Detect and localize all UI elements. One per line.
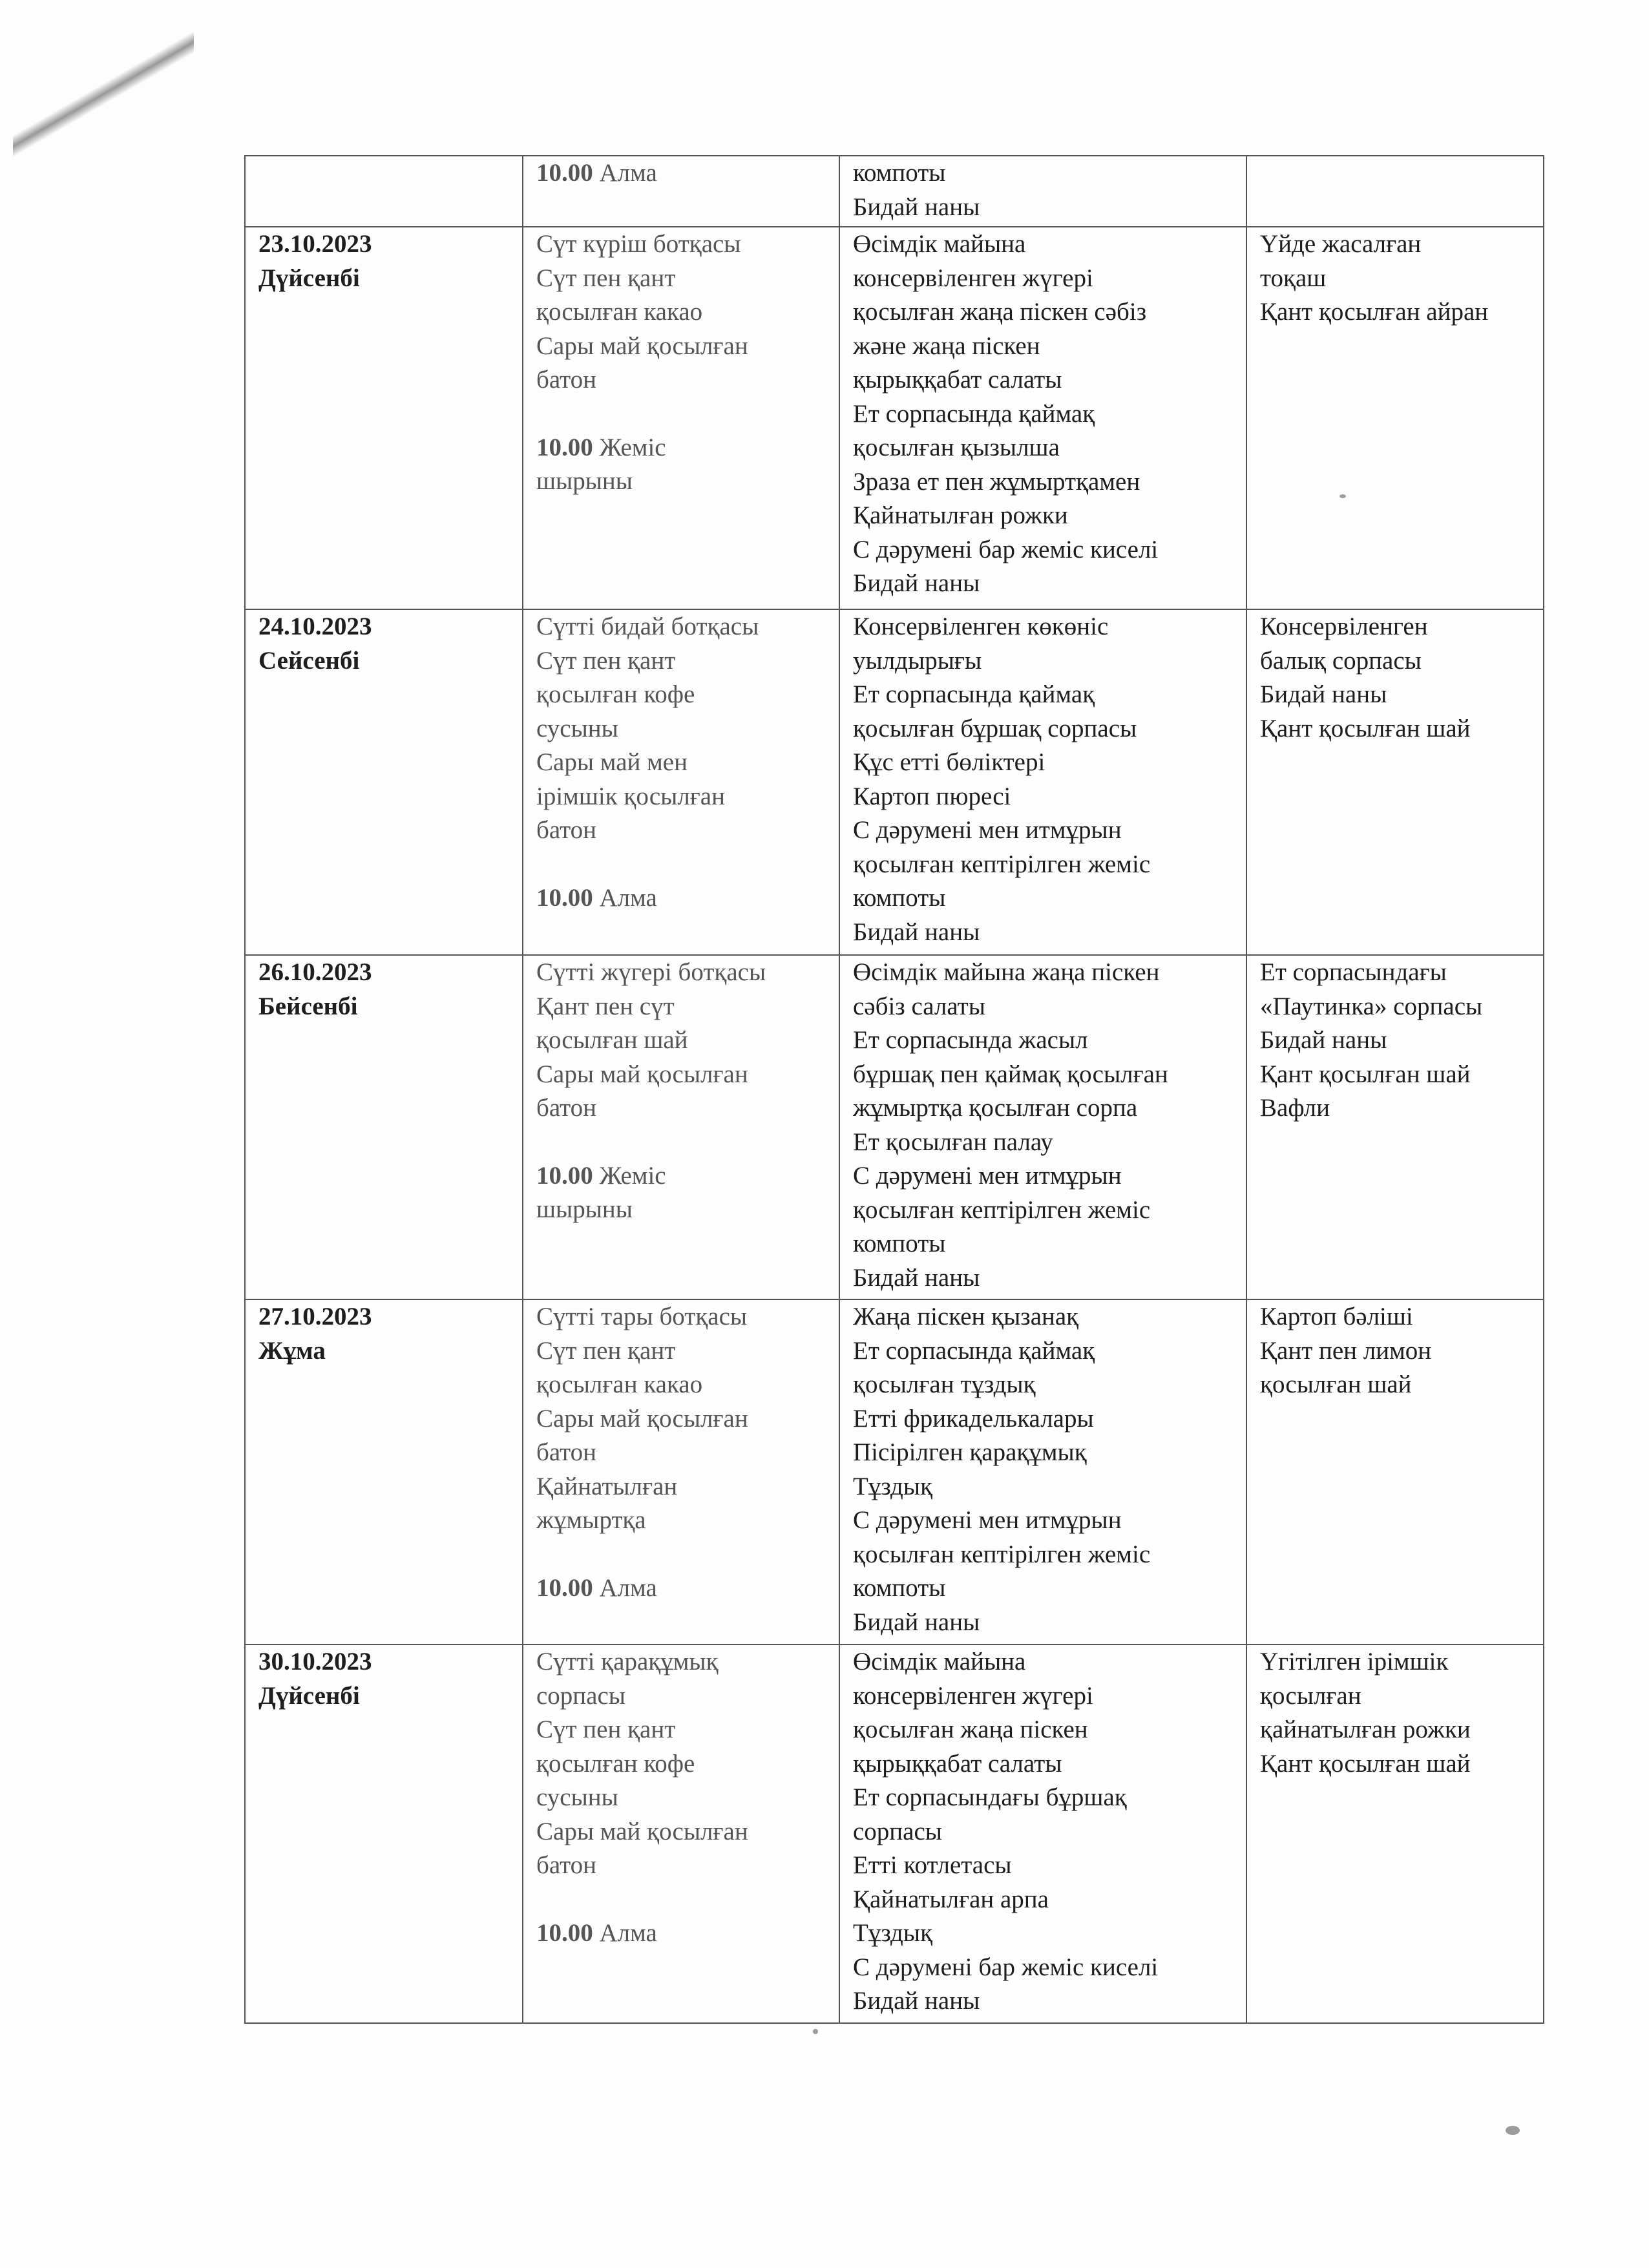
breakfast-item: Сүт күріш ботқасы: [536, 230, 741, 258]
breakfast-item: Сүт пен қант: [536, 646, 676, 675]
breakfast-item: сусыны: [536, 714, 618, 742]
snack-time: 10.00: [536, 1161, 593, 1190]
lunch-item: Бидай наны: [853, 918, 980, 946]
snack-line: [536, 1916, 826, 1951]
lunch-item: Қайнатылған арпа: [853, 1885, 1049, 1913]
lunch-item: уылдырығы: [853, 646, 982, 675]
date-cell: [245, 955, 523, 1299]
lunch-cell: [839, 1299, 1246, 1644]
snack-line: [536, 431, 826, 465]
lunch-item: Бидай наны: [853, 1263, 980, 1292]
breakfast-item: сусыны: [536, 1783, 618, 1811]
dinner-item: Үйде жасалған: [1260, 230, 1422, 258]
snack-time: 10.00: [536, 1918, 593, 1947]
lunch-item: сәбіз салаты: [853, 992, 985, 1020]
menu-row: [245, 955, 1544, 1299]
lunch-item: бұршақ пен қаймақ қосылған: [853, 1060, 1168, 1088]
dinner-item: тоқаш: [1260, 264, 1327, 292]
lunch-item: Ет сорпасында жасыл: [853, 1026, 1088, 1054]
snack-item: Алма: [599, 1918, 657, 1947]
lunch-item: Бидай наны: [853, 1608, 980, 1636]
snack-time: 10.00: [536, 433, 593, 461]
lunch-item: Пісірілген қарақұмық: [853, 1438, 1087, 1466]
breakfast-cell: [523, 955, 839, 1299]
breakfast-item: батон: [536, 1438, 597, 1466]
date: 30.10.2023: [258, 1648, 372, 1675]
dinner-cell: [1246, 1299, 1544, 1644]
breakfast-item: батон: [536, 816, 597, 844]
lunch-item: қосылған кептірілген жеміс: [853, 1195, 1151, 1224]
lunch-item: Ет сорпасындағы бұршақ: [853, 1783, 1127, 1811]
breakfast-item: Сүт пен қант: [536, 264, 676, 292]
date-cell: [245, 609, 523, 955]
lunch-item: Өсімдік майына: [853, 1648, 1026, 1675]
lunch-item: Картоп пюресі: [853, 782, 1011, 810]
lunch-cell: [839, 1644, 1246, 2023]
weekday: Жұма: [258, 1336, 326, 1365]
lunch-item: Консервіленген көкөніс: [853, 613, 1109, 640]
dinner-cell: [1246, 1644, 1544, 2023]
breakfast-item: Сары май қосылған: [536, 1817, 748, 1845]
menu-table-body: [245, 156, 1544, 2023]
dinner-item: қайнатылған рожки: [1260, 1716, 1471, 1743]
lunch-item: қосылған бұршақ сорпасы: [853, 714, 1137, 742]
lunch-cell: [839, 156, 1246, 227]
dinner-cell: [1246, 227, 1544, 609]
date-cell: [245, 1299, 523, 1644]
dinner-item: Ет сорпасындағы: [1260, 958, 1447, 986]
lunch-item: Бидай наны: [853, 569, 980, 597]
weekday: Сейсенбі: [258, 646, 360, 675]
date-cell: [245, 1644, 523, 2023]
lunch-item: Етті фрикаделькалары: [853, 1404, 1094, 1433]
snack-item: Жеміс: [599, 433, 666, 461]
snack-item: Алма: [599, 1573, 657, 1602]
lunch-item: компоты: [853, 159, 946, 187]
snack-time: 10.00: [536, 883, 593, 912]
snack-time: 10.00: [536, 159, 593, 187]
weekday: Дүйсенбі: [258, 264, 360, 292]
breakfast-item: сорпасы: [536, 1681, 626, 1710]
lunch-item: қосылған тұздық: [853, 1370, 1036, 1398]
lunch-item: С дәрумені бар жеміс киселі: [853, 535, 1159, 563]
dinner-item: Картоп бәліші: [1260, 1303, 1413, 1330]
scan-speck: [813, 2029, 818, 2034]
menu-row: [245, 156, 1544, 227]
lunch-item: консервіленген жүгері: [853, 1681, 1093, 1710]
dinner-cell: [1246, 156, 1544, 227]
breakfast-item: Сары май қосылған: [536, 331, 748, 360]
lunch-item: Тұздық: [853, 1472, 933, 1500]
date-cell: [245, 227, 523, 609]
breakfast-item: Сүтті қарақұмық: [536, 1648, 719, 1675]
lunch-item: қырыққабат салаты: [853, 366, 1062, 394]
menu-table: [244, 155, 1544, 2024]
spacer: [536, 397, 826, 431]
breakfast-item: қосылған шай: [536, 1026, 688, 1054]
lunch-item: компоты: [853, 1574, 946, 1602]
lunch-item: Өсімдік майына: [853, 230, 1026, 258]
scan-speck: [1506, 2126, 1520, 2135]
dinner-item: Қант қосылған шай: [1260, 1060, 1471, 1088]
lunch-item: қосылған қызылша: [853, 434, 1060, 461]
scan-smudge: [13, 13, 194, 181]
lunch-item: С дәрумені бар жеміс киселі: [853, 1953, 1159, 1981]
menu-row: [245, 1299, 1544, 1644]
dinner-item: Қант пен лимон: [1260, 1336, 1432, 1365]
spacer: [536, 1538, 826, 1571]
lunch-item: қосылған кептірілген жеміс: [853, 850, 1151, 878]
breakfast-item: ірімшік қосылған: [536, 782, 725, 810]
lunch-cell: [839, 227, 1246, 609]
lunch-item: Тұздық: [853, 1919, 933, 1947]
lunch-item: қосылған жаңа піскен сәбіз: [853, 298, 1147, 326]
lunch-item: Құс етті бөліктері: [853, 748, 1045, 776]
breakfast-item: Сары май мен: [536, 748, 688, 776]
lunch-item: қосылған кептірілген жеміс: [853, 1540, 1151, 1568]
lunch-item: Ет сорпасында қаймақ: [853, 1336, 1095, 1365]
breakfast-cell: [523, 1299, 839, 1644]
snack-item-cont: шырыны: [536, 467, 633, 495]
breakfast-item: Сары май қосылған: [536, 1404, 748, 1433]
lunch-item: консервіленген жүгері: [853, 264, 1093, 292]
breakfast-item: батон: [536, 1094, 597, 1122]
dinner-item: Қант қосылған айран: [1260, 298, 1489, 326]
snack-line: [536, 1571, 826, 1606]
dinner-item: балық сорпасы: [1260, 646, 1422, 675]
dinner-item: Үгітілген ірімшік: [1260, 1648, 1449, 1675]
snack-line: [536, 881, 826, 916]
snack-time: 10.00: [536, 1573, 593, 1602]
dinner-item: Қант қосылған шай: [1260, 714, 1471, 742]
dinner-item: Консервіленген: [1260, 613, 1428, 640]
lunch-item: қырыққабат салаты: [853, 1749, 1062, 1778]
breakfast-item: Сүтті тары ботқасы: [536, 1303, 748, 1330]
breakfast-item: батон: [536, 1851, 597, 1879]
lunch-item: С дәрумені мен итмұрын: [853, 1162, 1122, 1190]
spacer: [536, 848, 826, 881]
date-cell: [245, 156, 523, 227]
dinner-item: Бидай наны: [1260, 1026, 1387, 1054]
lunch-item: және жаңа піскен: [853, 331, 1040, 360]
dinner-item: Вафли: [1260, 1094, 1330, 1122]
breakfast-item: Қайнатылған: [536, 1472, 678, 1500]
breakfast-item: қосылған кофе: [536, 680, 695, 708]
date: 24.10.2023: [258, 613, 372, 640]
snack-item: Алма: [599, 883, 657, 912]
breakfast-item: Сары май қосылған: [536, 1060, 748, 1088]
dinner-item: қосылған шай: [1260, 1370, 1412, 1398]
lunch-item: Өсімдік майына жаңа піскен: [853, 958, 1160, 986]
menu-row: [245, 227, 1544, 609]
breakfast-item: Сүт пен қант: [536, 1716, 676, 1743]
weekday: Дүйсенбі: [258, 1681, 360, 1710]
snack-item-cont: шырыны: [536, 1195, 633, 1223]
dinner-item: Бидай наны: [1260, 680, 1387, 708]
dinner-item: «Паутинка» сорпасы: [1260, 992, 1483, 1020]
dinner-item: қосылған: [1260, 1681, 1361, 1710]
breakfast-item: батон: [536, 366, 597, 394]
spacer: [536, 1883, 826, 1916]
lunch-item: компоты: [853, 884, 946, 912]
lunch-item: С дәрумені мен итмұрын: [853, 1506, 1122, 1534]
breakfast-item: қосылған какао: [536, 1370, 703, 1398]
lunch-item: Бидай наны: [853, 193, 980, 221]
menu-row: [245, 1644, 1544, 2023]
lunch-item: Зраза ет пен жұмыртқамен: [853, 467, 1140, 496]
breakfast-item: Қант пен сүт: [536, 992, 675, 1020]
dinner-cell: [1246, 609, 1544, 955]
lunch-item: қосылған жаңа піскен: [853, 1716, 1088, 1743]
breakfast-cell: [523, 227, 839, 609]
lunch-item: жұмыртқа қосылған сорпа: [853, 1094, 1138, 1122]
lunch-item: компоты: [853, 1230, 946, 1257]
lunch-item: Қайнатылған рожки: [853, 501, 1068, 529]
breakfast-cell: [523, 1644, 839, 2023]
lunch-item: С дәрумені мен итмұрын: [853, 816, 1122, 844]
snack-line: [536, 1159, 826, 1193]
breakfast-item: қосылған кофе: [536, 1749, 695, 1778]
menu-row: [245, 609, 1544, 955]
date: 23.10.2023: [258, 230, 372, 258]
lunch-item: Ет қосылған палау: [853, 1128, 1053, 1156]
breakfast-cell: [523, 609, 839, 955]
breakfast-item: Сүт пен қант: [536, 1336, 676, 1365]
breakfast-item: қосылған какао: [536, 298, 703, 326]
lunch-item: Етті котлетасы: [853, 1851, 1012, 1879]
lunch-item: Ет сорпасында қаймақ: [853, 680, 1095, 708]
lunch-item: Жаңа піскен қызанақ: [853, 1303, 1079, 1330]
lunch-cell: [839, 609, 1246, 955]
dinner-cell: [1246, 955, 1544, 1299]
lunch-cell: [839, 955, 1246, 1299]
snack-item: Жеміс: [599, 1161, 666, 1190]
breakfast-item: жұмыртқа: [536, 1506, 646, 1534]
lunch-item: Ет сорпасында қаймақ: [853, 399, 1095, 428]
dinner-item: Қант қосылған шай: [1260, 1749, 1471, 1778]
spacer: [536, 1126, 826, 1159]
snack-item: Алма: [599, 159, 657, 187]
snack-line: [536, 156, 826, 191]
breakfast-item: Сүтті бидай ботқасы: [536, 613, 759, 640]
lunch-item: Бидай наны: [853, 1987, 980, 2015]
breakfast-item: Сүтті жүгері ботқасы: [536, 958, 766, 986]
date: 27.10.2023: [258, 1303, 372, 1330]
lunch-item: сорпасы: [853, 1817, 943, 1845]
weekday: Бейсенбі: [258, 992, 358, 1020]
breakfast-cell: [523, 156, 839, 227]
date: 26.10.2023: [258, 958, 372, 986]
